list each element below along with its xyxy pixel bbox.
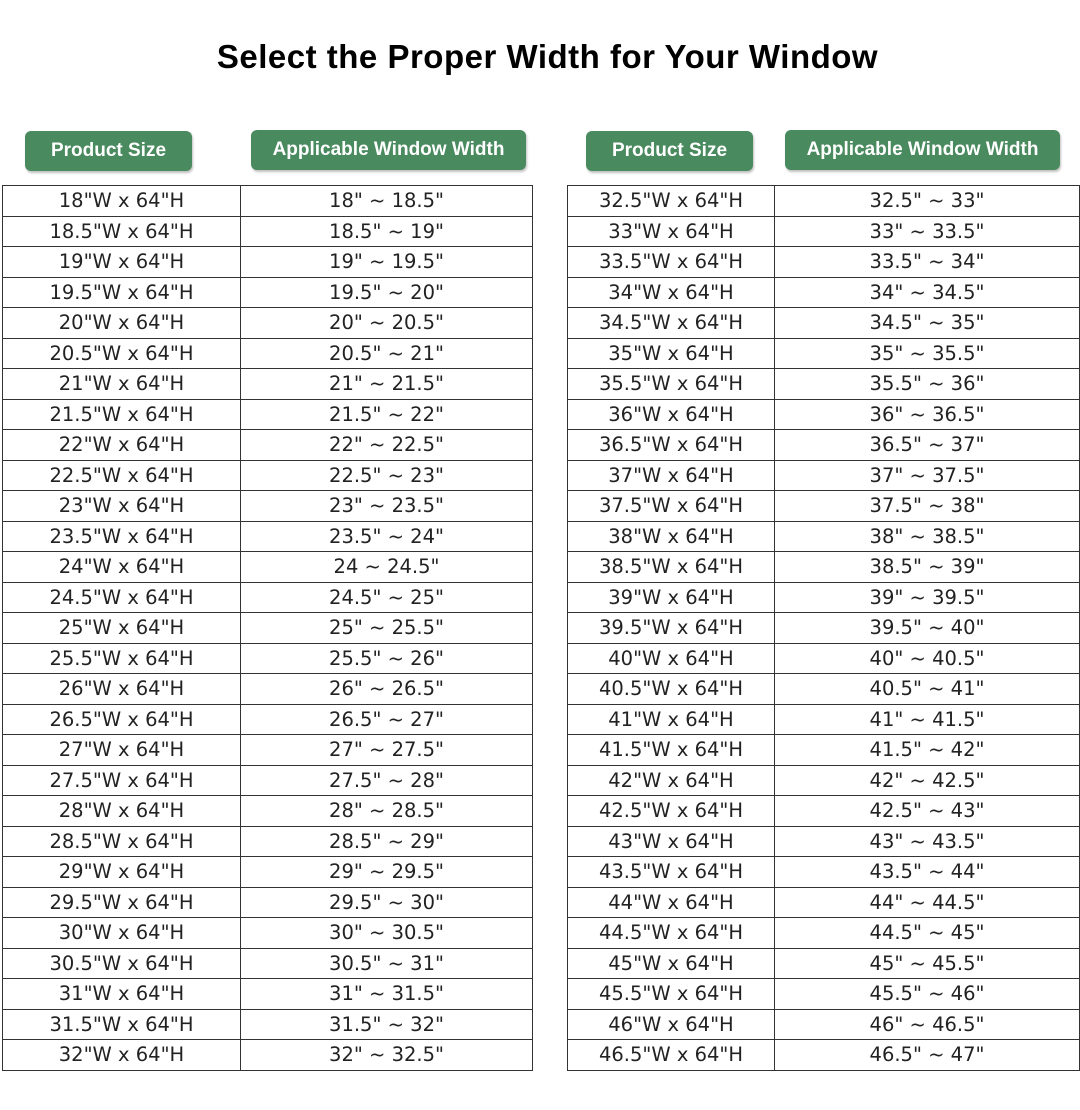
- product-size-cell: 42.5"W x 64"H: [568, 796, 775, 827]
- table-row: [3, 826, 533, 857]
- window-width-cell: 21" ~ 21.5": [241, 369, 533, 400]
- table-row: [568, 613, 1080, 644]
- product-size-cell: 30"W x 64"H: [3, 918, 241, 949]
- product-size-cell: 27"W x 64"H: [3, 735, 241, 766]
- window-width-cell: 37.5" ~ 38": [775, 491, 1080, 522]
- window-width-cell: 35" ~ 35.5": [775, 338, 1080, 369]
- window-width-cell: 31.5" ~ 32": [241, 1009, 533, 1040]
- window-width-cell: 18.5" ~ 19": [241, 216, 533, 247]
- product-size-cell: 19"W x 64"H: [3, 247, 241, 278]
- window-width-cell: 42" ~ 42.5": [775, 765, 1080, 796]
- product-size-cell: 38.5"W x 64"H: [568, 552, 775, 583]
- window-width-cell: 23.5" ~ 24": [241, 521, 533, 552]
- window-width-cell: 41" ~ 41.5": [775, 704, 1080, 735]
- window-width-cell: 33.5" ~ 34": [775, 247, 1080, 278]
- table-row: [3, 460, 533, 491]
- product-size-cell: 22"W x 64"H: [3, 430, 241, 461]
- table-row: [568, 979, 1080, 1010]
- window-width-cell: 43" ~ 43.5": [775, 826, 1080, 857]
- table-row: [568, 399, 1080, 430]
- window-width-cell: 46.5" ~ 47": [775, 1040, 1080, 1071]
- window-width-cell: 38" ~ 38.5": [775, 521, 1080, 552]
- product-size-cell: 40"W x 64"H: [568, 643, 775, 674]
- table-row: [568, 216, 1080, 247]
- product-size-cell: 27.5"W x 64"H: [3, 765, 241, 796]
- window-width-cell: 24 ~ 24.5": [241, 552, 533, 583]
- window-width-cell: 41.5" ~ 42": [775, 735, 1080, 766]
- window-width-cell: 27" ~ 27.5": [241, 735, 533, 766]
- product-size-cell: 45"W x 64"H: [568, 948, 775, 979]
- table-row: [3, 552, 533, 583]
- table-row: [3, 521, 533, 552]
- right-size-table: [567, 185, 1080, 1071]
- window-width-cell: 46" ~ 46.5": [775, 1009, 1080, 1040]
- window-width-cell: 43.5" ~ 44": [775, 857, 1080, 888]
- table-row: [3, 186, 533, 217]
- table-row: [568, 796, 1080, 827]
- product-size-cell: 26.5"W x 64"H: [3, 704, 241, 735]
- window-width-cell: 19.5" ~ 20": [241, 277, 533, 308]
- table-row: [568, 735, 1080, 766]
- product-size-cell: 26"W x 64"H: [3, 674, 241, 705]
- window-width-cell: 26.5" ~ 27": [241, 704, 533, 735]
- table-row: [3, 918, 533, 949]
- product-size-cell: 32.5"W x 64"H: [568, 186, 775, 217]
- table-row: [3, 491, 533, 522]
- table-row: [568, 1009, 1080, 1040]
- window-width-cell: 27.5" ~ 28": [241, 765, 533, 796]
- product-size-cell: 29"W x 64"H: [3, 857, 241, 888]
- right-header-product-size: Product Size: [586, 131, 753, 171]
- product-size-cell: 36"W x 64"H: [568, 399, 775, 430]
- table-row: [3, 430, 533, 461]
- window-width-cell: 32.5" ~ 33": [775, 186, 1080, 217]
- table-row: [3, 704, 533, 735]
- table-row: [568, 552, 1080, 583]
- left-header-product-size: Product Size: [25, 131, 192, 171]
- product-size-cell: 23.5"W x 64"H: [3, 521, 241, 552]
- window-width-cell: 20.5" ~ 21": [241, 338, 533, 369]
- product-size-cell: 39"W x 64"H: [568, 582, 775, 613]
- product-size-cell: 18"W x 64"H: [3, 186, 241, 217]
- product-size-cell: 21.5"W x 64"H: [3, 399, 241, 430]
- table-row: [568, 582, 1080, 613]
- table-row: [568, 338, 1080, 369]
- window-width-cell: 25.5" ~ 26": [241, 643, 533, 674]
- table-row: [568, 308, 1080, 339]
- window-width-cell: 34.5" ~ 35": [775, 308, 1080, 339]
- window-width-cell: 19" ~ 19.5": [241, 247, 533, 278]
- table-row: [3, 1040, 533, 1071]
- table-row: [568, 643, 1080, 674]
- table-row: [3, 796, 533, 827]
- window-width-cell: 28" ~ 28.5": [241, 796, 533, 827]
- right-header-window-width: Applicable Window Width: [785, 130, 1060, 170]
- page-title: Select the Proper Width for Your Window: [216, 38, 879, 75]
- window-width-cell: 30.5" ~ 31": [241, 948, 533, 979]
- product-size-cell: 25.5"W x 64"H: [3, 643, 241, 674]
- product-size-cell: 37.5"W x 64"H: [568, 491, 775, 522]
- window-width-cell: 25" ~ 25.5": [241, 613, 533, 644]
- window-width-cell: 26" ~ 26.5": [241, 674, 533, 705]
- product-size-cell: 31"W x 64"H: [3, 979, 241, 1010]
- product-size-cell: 43.5"W x 64"H: [568, 857, 775, 888]
- table-row: [568, 186, 1080, 217]
- window-width-cell: 33" ~ 33.5": [775, 216, 1080, 247]
- table-row: [568, 1040, 1080, 1071]
- window-width-cell: 39.5" ~ 40": [775, 613, 1080, 644]
- window-width-cell: 32" ~ 32.5": [241, 1040, 533, 1071]
- table-row: [568, 826, 1080, 857]
- product-size-cell: 46.5"W x 64"H: [568, 1040, 775, 1071]
- table-row: [3, 308, 533, 339]
- window-width-cell: 44" ~ 44.5": [775, 887, 1080, 918]
- product-size-cell: 44"W x 64"H: [568, 887, 775, 918]
- window-width-cell: 36" ~ 36.5": [775, 399, 1080, 430]
- table-row: [3, 277, 533, 308]
- product-size-cell: 23"W x 64"H: [3, 491, 241, 522]
- table-row: [3, 887, 533, 918]
- table-row: [568, 277, 1080, 308]
- product-size-cell: 33"W x 64"H: [568, 216, 775, 247]
- window-width-cell: 45.5" ~ 46": [775, 979, 1080, 1010]
- table-row: [3, 613, 533, 644]
- table-row: [3, 247, 533, 278]
- table-row: [568, 887, 1080, 918]
- product-size-cell: 20.5"W x 64"H: [3, 338, 241, 369]
- product-size-cell: 41.5"W x 64"H: [568, 735, 775, 766]
- table-row: [568, 765, 1080, 796]
- table-row: [3, 338, 533, 369]
- window-width-cell: 20" ~ 20.5": [241, 308, 533, 339]
- product-size-cell: 44.5"W x 64"H: [568, 918, 775, 949]
- table-row: [568, 521, 1080, 552]
- table-row: [568, 369, 1080, 400]
- window-width-cell: 23" ~ 23.5": [241, 491, 533, 522]
- table-row: [3, 948, 533, 979]
- table-row: [3, 1009, 533, 1040]
- table-row: [568, 948, 1080, 979]
- product-size-cell: 43"W x 64"H: [568, 826, 775, 857]
- table-row: [568, 918, 1080, 949]
- product-size-cell: 40.5"W x 64"H: [568, 674, 775, 705]
- product-size-cell: 36.5"W x 64"H: [568, 430, 775, 461]
- product-size-cell: 34"W x 64"H: [568, 277, 775, 308]
- product-size-cell: 45.5"W x 64"H: [568, 979, 775, 1010]
- product-size-cell: 30.5"W x 64"H: [3, 948, 241, 979]
- window-width-cell: 42.5" ~ 43": [775, 796, 1080, 827]
- window-width-cell: 31" ~ 31.5": [241, 979, 533, 1010]
- window-width-cell: 38.5" ~ 39": [775, 552, 1080, 583]
- table-row: [3, 216, 533, 247]
- product-size-cell: 38"W x 64"H: [568, 521, 775, 552]
- product-size-cell: 24"W x 64"H: [3, 552, 241, 583]
- window-width-cell: 40" ~ 40.5": [775, 643, 1080, 674]
- product-size-cell: 39.5"W x 64"H: [568, 613, 775, 644]
- table-row: [568, 460, 1080, 491]
- table-row: [3, 643, 533, 674]
- table-row: [3, 857, 533, 888]
- table-row: [3, 674, 533, 705]
- table-row: [568, 430, 1080, 461]
- window-width-cell: 29" ~ 29.5": [241, 857, 533, 888]
- product-size-cell: 32"W x 64"H: [3, 1040, 241, 1071]
- table-row: [568, 247, 1080, 278]
- window-width-cell: 39" ~ 39.5": [775, 582, 1080, 613]
- table-row: [568, 704, 1080, 735]
- window-width-cell: 37" ~ 37.5": [775, 460, 1080, 491]
- table-row: [3, 979, 533, 1010]
- table-row: [3, 582, 533, 613]
- product-size-cell: 28.5"W x 64"H: [3, 826, 241, 857]
- window-width-cell: 22" ~ 22.5": [241, 430, 533, 461]
- window-width-cell: 34" ~ 34.5": [775, 277, 1080, 308]
- product-size-cell: 35"W x 64"H: [568, 338, 775, 369]
- product-size-cell: 42"W x 64"H: [568, 765, 775, 796]
- product-size-cell: 34.5"W x 64"H: [568, 308, 775, 339]
- window-width-cell: 28.5" ~ 29": [241, 826, 533, 857]
- table-row: [568, 674, 1080, 705]
- product-size-cell: 19.5"W x 64"H: [3, 277, 241, 308]
- window-width-cell: 22.5" ~ 23": [241, 460, 533, 491]
- table-row: [3, 765, 533, 796]
- window-width-cell: 21.5" ~ 22": [241, 399, 533, 430]
- window-width-cell: 29.5" ~ 30": [241, 887, 533, 918]
- product-size-cell: 35.5"W x 64"H: [568, 369, 775, 400]
- product-size-cell: 33.5"W x 64"H: [568, 247, 775, 278]
- product-size-cell: 46"W x 64"H: [568, 1009, 775, 1040]
- product-size-cell: 37"W x 64"H: [568, 460, 775, 491]
- product-size-cell: 18.5"W x 64"H: [3, 216, 241, 247]
- window-width-cell: 30" ~ 30.5": [241, 918, 533, 949]
- window-width-cell: 24.5" ~ 25": [241, 582, 533, 613]
- product-size-cell: 25"W x 64"H: [3, 613, 241, 644]
- window-width-cell: 36.5" ~ 37": [775, 430, 1080, 461]
- left-header-window-width: Applicable Window Width: [251, 130, 526, 170]
- table-row: [3, 369, 533, 400]
- window-width-cell: 18" ~ 18.5": [241, 186, 533, 217]
- table-row: [3, 399, 533, 430]
- window-width-cell: 45" ~ 45.5": [775, 948, 1080, 979]
- window-width-cell: 40.5" ~ 41": [775, 674, 1080, 705]
- window-width-cell: 35.5" ~ 36": [775, 369, 1080, 400]
- product-size-cell: 24.5"W x 64"H: [3, 582, 241, 613]
- window-width-cell: 44.5" ~ 45": [775, 918, 1080, 949]
- product-size-cell: 31.5"W x 64"H: [3, 1009, 241, 1040]
- product-size-cell: 22.5"W x 64"H: [3, 460, 241, 491]
- table-row: [568, 491, 1080, 522]
- product-size-cell: 41"W x 64"H: [568, 704, 775, 735]
- table-row: [3, 735, 533, 766]
- table-row: [568, 857, 1080, 888]
- product-size-cell: 29.5"W x 64"H: [3, 887, 241, 918]
- product-size-cell: 20"W x 64"H: [3, 308, 241, 339]
- left-size-table: [2, 185, 533, 1071]
- product-size-cell: 21"W x 64"H: [3, 369, 241, 400]
- product-size-cell: 28"W x 64"H: [3, 796, 241, 827]
